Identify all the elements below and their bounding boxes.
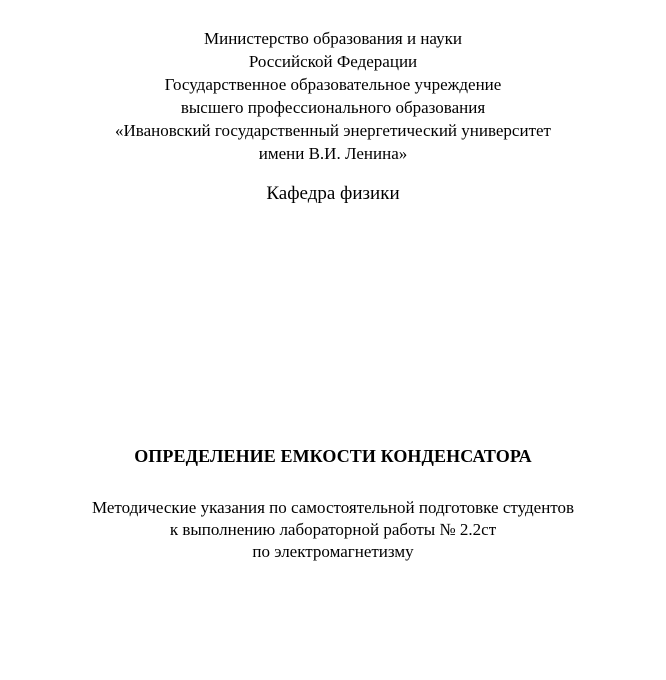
header-line-education-level: высшего профессионального образования [180,98,486,117]
header-line-university-named-after: имени В.И. Ленина» [258,144,408,163]
header-line-institution-type: Государственное образовательное учреждение [164,75,502,94]
department-name: Кафедра физики [266,183,400,204]
document-title: ОПРЕДЕЛЕНИЕ ЕМКОСТИ КОНДЕНСАТОРА [134,446,532,466]
subtitle-line-1: Методические указания по самостоятельной подготовке студентов [91,498,575,517]
subtitle-line-3: по электромагнетизму [252,542,414,561]
institution-header [0,27,666,165]
subtitle-line-2: к выполнению лабораторной работы № 2.2ст [169,520,497,539]
header-line-ministry: Министерство образования и науки [204,29,462,48]
document-subtitle [0,497,666,563]
header-line-country: Российской Федерации [248,52,418,71]
header-line-university-name: «Ивановский государственный энергетический университет [115,121,551,140]
